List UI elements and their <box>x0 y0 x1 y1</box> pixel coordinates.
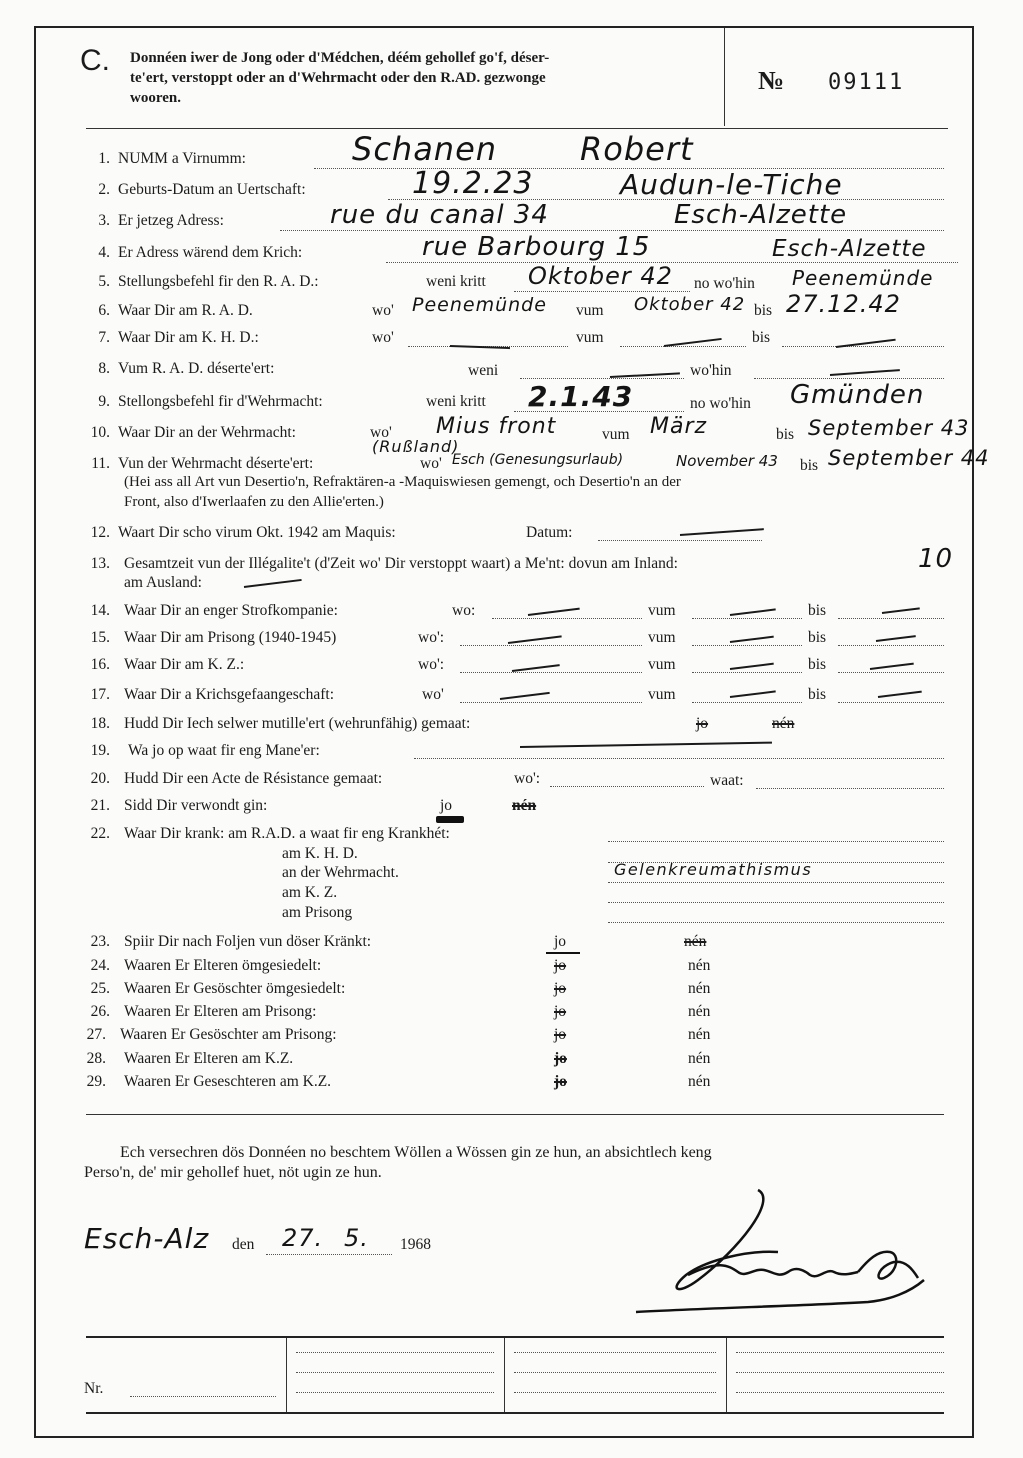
line-number: 23. <box>90 933 110 950</box>
dotted-line <box>692 672 802 673</box>
number-symbol: № <box>758 66 785 95</box>
field-label: Wa jo op waat fir eng Mane'er: <box>128 742 320 759</box>
answer-nen: nén <box>688 1003 711 1020</box>
dotted-line <box>692 702 802 703</box>
answer-jo: jo <box>554 1073 567 1090</box>
war-street-value: rue Barbourg 15 <box>422 232 651 262</box>
bis-label: bis <box>808 629 827 646</box>
dotted-line <box>296 1392 494 1393</box>
dotted-line <box>608 902 944 903</box>
birth-place-value: Audun-le-Tiche <box>620 168 843 201</box>
dotted-line <box>608 841 944 842</box>
field-label: Stellungsbefehl fir den R. A. D.: <box>118 273 319 290</box>
den-label: den <box>232 1236 255 1253</box>
dotted-line <box>514 1392 716 1393</box>
wo-label: wo' <box>370 424 392 441</box>
dotted-line <box>280 230 944 231</box>
dotted-line <box>514 291 690 292</box>
answer-jo: jo <box>440 797 453 814</box>
dotted-line <box>520 378 684 379</box>
dotted-line <box>736 1372 944 1373</box>
wohin-label: wo'hin <box>690 362 732 379</box>
wo-label: wo': <box>514 770 541 787</box>
answer-jo: jo <box>554 933 567 950</box>
answer-jo: jo <box>554 1003 567 1020</box>
weni-label: weni kritt <box>426 393 486 410</box>
field-label: Gesamtzeit vun der Illégalite't (d'Zeit wo' Dir verstoppt waart) a Me'nt: dovun am Inland: <box>124 555 678 572</box>
field-label: Er Adress wärend dem Krich: <box>118 244 303 261</box>
dotted-line <box>692 618 802 619</box>
form-number: 09111 <box>828 70 905 95</box>
dotted-line <box>782 346 944 347</box>
field-label: Waar Dir am Prisong (1940-1945) <box>124 629 337 646</box>
header-bottom-rule <box>86 128 948 129</box>
rad-to-value: 27.12.42 <box>786 290 901 318</box>
footer-bottom-rule <box>86 1412 944 1414</box>
bis-label: bis <box>808 656 827 673</box>
surname-value: Schanen <box>352 130 498 168</box>
signing-month: 5. <box>344 1224 369 1252</box>
dotted-line <box>296 1352 494 1353</box>
dotted-line <box>754 378 944 379</box>
answer-nen: nén <box>684 933 707 950</box>
field-label: Waar Dir an der Wehrmacht: <box>118 424 296 441</box>
dotted-line <box>838 618 944 619</box>
header-intro-3: wooren. <box>130 90 181 106</box>
weni-label: weni <box>468 362 499 379</box>
dotted-line <box>460 702 642 703</box>
bis-label: bis <box>808 686 827 703</box>
answer-jo: jo <box>554 980 567 997</box>
field-label: Sidd Dir verwondt gin: <box>124 797 268 814</box>
wo-label: wo: <box>452 602 476 619</box>
field-label: Waar Dir am K. Z.: <box>124 656 245 673</box>
field-label: Geburts-Datum an Uertschaft: <box>118 181 306 198</box>
line-number: 12. <box>90 524 110 541</box>
footer-column-divider <box>286 1338 287 1412</box>
rad-order-place: Peenemünde <box>792 266 934 290</box>
answer-nen: nén <box>688 957 711 974</box>
dotted-line <box>838 672 944 673</box>
current-city-value: Esch-Alzette <box>674 200 848 230</box>
answer-jo-underline <box>546 952 580 954</box>
weni-label: weni kritt <box>426 273 486 290</box>
dotted-line <box>608 882 944 883</box>
rad-place-value: Peenemünde <box>412 294 547 316</box>
bis-label: bis <box>800 457 819 474</box>
line-number: 25. <box>90 980 110 997</box>
answer-nen: nén <box>688 1050 711 1067</box>
line-number: 15. <box>90 629 110 646</box>
field-label: Waar Dir am K. H. D.: <box>118 329 259 346</box>
field-label: Spiir Dir nach Foljen vun döser Kränkt: <box>124 933 372 950</box>
field-label: Vun der Wehrmacht déserte'ert: <box>118 455 314 472</box>
answer-nen: nén <box>772 715 795 732</box>
line-number: 10. <box>90 424 110 441</box>
field-label: Waaren Er Geseschteren am K.Z. <box>124 1073 332 1090</box>
line-number: 18. <box>90 715 110 732</box>
desertion-place-value: Esch (Genesungsurlaub) <box>452 452 624 468</box>
field-label: Waaren Er Gesöschter am Prisong: <box>120 1026 337 1043</box>
vum-label: vum <box>648 656 676 673</box>
dotted-line <box>266 1254 392 1255</box>
desertion-note-above: (Rußland) <box>372 437 460 456</box>
desertion-from-value: November 43 <box>676 452 778 470</box>
dotted-line <box>296 1372 494 1373</box>
line-number: 17. <box>90 686 110 703</box>
wehrmacht-from-value: März <box>650 414 708 439</box>
vum-label: vum <box>602 426 630 443</box>
bis-label: bis <box>754 302 773 319</box>
vum-label: vum <box>648 629 676 646</box>
field-label: Waar Dir krank: am R.A.D. a waat fir eng Krankhét: <box>124 825 450 842</box>
desertion-hint-2: Front, also d'Iwerlaafen zu den Allie'erten.) <box>124 494 384 510</box>
rad-from-value: Oktober 42 <box>634 294 746 315</box>
abroad-label: am Ausland: <box>124 574 202 591</box>
dotted-line <box>736 1392 944 1393</box>
wehrmacht-order-place: Gmünden <box>790 380 925 410</box>
line-number: 19. <box>90 742 110 759</box>
wo-label: wo' <box>372 329 394 346</box>
line-number: 7. <box>98 329 110 346</box>
signing-place: Esch-Alz <box>84 1222 210 1255</box>
dotted-line <box>838 645 944 646</box>
field-label: Hudd Dir een Acte de Résistance gemaat: <box>124 770 383 787</box>
wo-label: wo': <box>418 629 445 646</box>
answer-nen: nén <box>688 1073 711 1090</box>
answer-jo: jo <box>554 1050 567 1067</box>
illness-value: Gelenkreumathismus <box>614 860 813 879</box>
field-label: Waaren Er Elteren ömgesiedelt: <box>124 957 322 974</box>
dotted-line <box>460 672 642 673</box>
vum-label: vum <box>576 302 604 319</box>
rad-order-date: Oktober 42 <box>528 262 673 290</box>
line-number: 2. <box>98 181 110 198</box>
field-label: Vum R. A. D. déserte'ert: <box>118 360 275 377</box>
line-number: 28. <box>86 1050 106 1067</box>
field-label: Waaren Er Elteren am Prisong: <box>124 1003 317 1020</box>
signature <box>628 1180 948 1330</box>
header-divider <box>724 28 725 126</box>
header-intro-2: te'ert, verstoppt oder an d'Wehrmacht oder den R.AD. gezwonge <box>130 70 546 86</box>
answer-nen: nén <box>512 797 537 814</box>
war-city-value: Esch-Alzette <box>772 236 927 262</box>
field-label: Stellongsbefehl fir d'Wehrmacht: <box>118 393 323 410</box>
line-number: 11. <box>91 455 110 472</box>
illness-sub-kz: am K. Z. <box>282 884 338 901</box>
dotted-line <box>756 788 944 789</box>
line-number: 6. <box>98 302 110 319</box>
signing-day: 27. <box>282 1224 324 1252</box>
field-label: Hudd Dir Iech selwer mutille'ert (wehrunfähig) gemaat: <box>124 715 471 732</box>
line-number: 20. <box>90 770 110 787</box>
dotted-line <box>598 540 762 541</box>
line-number: 16. <box>90 656 110 673</box>
illness-sub-wehrmacht: an der Wehrmacht. <box>282 864 399 881</box>
line-number: 22. <box>90 825 110 842</box>
wehrmacht-place-value: Mius front <box>436 414 557 439</box>
wohin-label: no wo'hin <box>694 275 755 292</box>
line-number: 3. <box>98 212 110 229</box>
line-number: 26. <box>90 1003 110 1020</box>
desertion-hint-1: (Hei ass all Art vun Desertio'n, Refraktären-a -Maquiswiesen gemengt, och Desertio'n an der <box>124 474 681 490</box>
dotted-line <box>692 645 802 646</box>
dotted-line <box>130 1396 276 1397</box>
dotted-line <box>838 702 944 703</box>
answer-jo-underline <box>436 816 464 823</box>
dotted-line <box>514 1352 716 1353</box>
line-number: 24. <box>90 957 110 974</box>
dotted-line <box>620 346 746 347</box>
declaration-line-2: Perso'n, de' mir gehollef huet, nöt ugin ze hun. <box>84 1164 382 1181</box>
field-label: Waar Dir am R. A. D. <box>118 302 253 319</box>
footer-top-rule <box>86 1336 944 1338</box>
answer-jo: jo <box>554 1026 567 1043</box>
bis-label: bis <box>808 602 827 619</box>
dotted-line <box>492 618 642 619</box>
vum-label: vum <box>576 329 604 346</box>
line-number: 13. <box>90 555 110 572</box>
answer-jo: jo <box>696 715 709 732</box>
field-label: Waaren Er Gesöschter ömgesiedelt: <box>124 980 346 997</box>
illness-sub-khd: am K. H. D. <box>282 845 358 862</box>
firstname-value: Robert <box>580 130 694 168</box>
bis-label: bis <box>752 329 771 346</box>
field-label: Waar Dir an enger Strofkompanie: <box>124 602 338 619</box>
nr-label: Nr. <box>84 1380 104 1397</box>
answer-nen: nén <box>688 1026 711 1043</box>
birth-date-value: 19.2.23 <box>412 166 534 201</box>
line-number: 14. <box>90 602 110 619</box>
line-number: 9. <box>98 393 110 410</box>
current-street-value: rue du canal 34 <box>330 200 549 230</box>
field-label: Er jetzeg Adress: <box>118 212 224 229</box>
dotted-line <box>514 1372 716 1373</box>
dotted-line <box>414 758 944 759</box>
inland-months-value: 10 <box>918 544 954 574</box>
answer-jo: jo <box>554 957 567 974</box>
wohin-label: no wo'hin <box>690 395 751 412</box>
field-label: NUMM a Virnumm: <box>118 150 246 167</box>
illness-sub-prisong: am Prisong <box>282 904 353 921</box>
waat-label: waat: <box>710 772 744 789</box>
wo-label: wo' <box>422 686 444 703</box>
line-number: 29. <box>86 1073 106 1090</box>
answer-nen: nén <box>688 980 711 997</box>
header-intro-1: Donnéen iwer de Jong oder d'Médchen, déém gehollef go'f, déser- <box>130 50 550 66</box>
signing-year: 1968 <box>400 1236 431 1253</box>
dotted-line <box>460 645 642 646</box>
section-divider <box>86 1114 944 1115</box>
field-label: Waaren Er Elteren am K.Z. <box>124 1050 294 1067</box>
footer-column-divider <box>504 1338 505 1412</box>
desertion-to-value: September 44 <box>828 446 990 470</box>
field-label: Waar Dir a Krichsgefaangeschaft: <box>124 686 335 703</box>
line-number: 27. <box>86 1026 106 1043</box>
dotted-line <box>608 922 944 923</box>
line-number: 5. <box>98 273 110 290</box>
line-number: 4. <box>98 244 110 261</box>
dotted-line <box>550 786 704 787</box>
bis-label: bis <box>776 426 795 443</box>
vum-label: vum <box>648 602 676 619</box>
declaration-line-1: Ech versechren dös Donnéen no beschtem Wöllen a Wössen gin ze hun, an absichtlech keng <box>120 1144 712 1161</box>
footer-column-divider <box>726 1338 727 1412</box>
dotted-line <box>736 1352 944 1353</box>
section-letter: C. <box>80 44 110 77</box>
line-number: 1. <box>98 150 110 167</box>
wehrmacht-to-value: September 43 <box>808 416 970 440</box>
wo-label: wo' <box>420 455 442 472</box>
wo-label: wo' <box>372 302 394 319</box>
field-label: Waart Dir scho virum Okt. 1942 am Maquis: <box>118 524 396 541</box>
vum-label: vum <box>648 686 676 703</box>
line-number: 21. <box>90 797 110 814</box>
datum-label: Datum: <box>526 524 573 541</box>
line-number: 8. <box>98 360 110 377</box>
wehrmacht-order-date: 2.1.43 <box>528 380 634 413</box>
wo-label: wo': <box>418 656 445 673</box>
